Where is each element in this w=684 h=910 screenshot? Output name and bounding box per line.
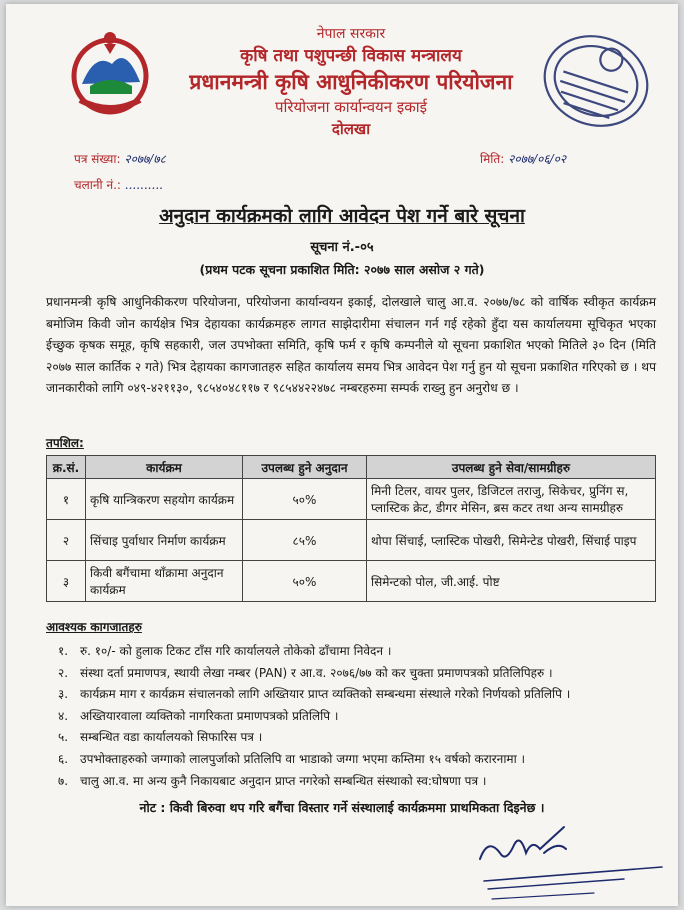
col-serial-header: क्र.सं. xyxy=(47,456,86,479)
table-row xyxy=(47,479,656,520)
row-program: कृषि यान्त्रिकरण सहयोग कार्यक्रम xyxy=(86,479,243,520)
office-location: दोलखा xyxy=(331,120,371,138)
row-subsidy: ५०% xyxy=(243,561,367,602)
list-item xyxy=(58,727,658,749)
date-label: मिति: xyxy=(480,152,505,166)
list-item xyxy=(58,663,658,685)
letter-number-label: पत्र संख्या: xyxy=(74,152,121,166)
row-serial: ३ xyxy=(47,561,86,602)
row-program: सिंचाइ पुर्वाधार निर्माण कार्यक्रम xyxy=(86,520,243,561)
nepal-emblem-logo xyxy=(60,24,160,124)
item-text: चालु आ.व. मा अन्य कुनै निकायबाट अनुदान प्राप्त नगरेको सम्बन्धित संस्थाको स्व:घोषणा पत्र । xyxy=(80,773,487,788)
item-number: ३. xyxy=(58,687,69,702)
letter-number-value: २०७७/७८ xyxy=(124,152,166,166)
col-services-header: उपलब्ध हुने सेवा/सामग्रीहरु xyxy=(367,456,656,479)
item-number: ७. xyxy=(58,773,69,788)
table-row xyxy=(47,520,656,561)
list-item xyxy=(58,706,658,728)
dispatch-number xyxy=(74,176,163,193)
item-text: कार्यक्रम माग र कार्यक्रम संचालनको लागि अख्तियार प्राप्त व्यक्तिको सम्बन्धमा संस्थाले गरेको निर्णयको प्रतिलिपि । xyxy=(80,687,571,702)
row-program: किवी बगैंचामा थाँक्रामा अनुदान कार्यक्रम xyxy=(86,561,243,602)
project-name: प्रधानमन्त्री कृषि आधुनिकीकरण परियोजना xyxy=(189,70,513,94)
row-subsidy: ८५% xyxy=(243,520,367,561)
officer-signature xyxy=(474,819,674,909)
row-serial: २ xyxy=(47,520,86,561)
first-published-date: (प्रथम पटक सूचना प्रकाशित मिति: २०७७ साल असोज २ गते) xyxy=(199,262,485,277)
notice-page xyxy=(6,4,678,906)
item-number: १. xyxy=(58,644,69,658)
table-row xyxy=(47,561,656,602)
required-documents-list xyxy=(58,641,658,792)
item-text: संस्था दर्ता प्रमाणपत्र, स्थायी लेखा नम्बर (PAN) र आ.व. २०७६/७७ को कर चुक्ता प्रमाणपत्रको प्रतिलिपिहरु । xyxy=(80,665,553,680)
row-services: सिमेन्टको पोल, जी.आई. पोष्ट xyxy=(367,561,656,602)
item-text: उपभोक्ताहरुको जग्गाको लालपुर्जाको प्रतिलिपि वा भाडाको जग्गा भएमा कम्तिमा १५ वर्षको करारनामा । xyxy=(80,751,526,766)
row-services: थोपा सिंचाई, प्लास्टिक पोखरी, सिमेन्टेड पोखरी, सिंचाई पाइप xyxy=(367,520,656,561)
ministry-name: कृषि तथा पशुपन्छी विकास मन्त्रालय xyxy=(240,46,462,66)
dispatch-number-label: चलानी नं.: xyxy=(74,178,121,192)
list-item xyxy=(58,749,658,771)
table-header-row xyxy=(47,456,656,479)
row-serial: १ xyxy=(47,479,86,520)
documents-label: आवश्यक कागजातहरु xyxy=(46,620,142,634)
list-item xyxy=(58,684,658,706)
item-text: अख्तियारवाला व्यक्तिको नागरिकता प्रमाणपत्रको प्रतिलिपि । xyxy=(80,708,339,723)
notice-body: प्रधानमन्त्री कृषि आधुनिकीकरण परियोजना, परियोजना कार्यान्वयन इकाई, दोलखाले चालु आ.व. २०७७/७८ को वार्षिक स्वीकृत कार्यक्रम बमोजिम किवी जोन कार्यक्षेत्र भित्र देहायका कार्यक्रमहरु लागत साझेदारीमा संचालन गर्न गई रहेको हुँदा यस कार्यालयमा सूचिकृत भएका ईच्छुक कृषक समूह, कृषि सहकारी, जल उपभोक्ता समिति, कृषि फर्म र कृषि कम्पनीले यो सूचना प्रकाशित भएको मितिले ३० दिन (मिति २०७७ साल कार्तिक २ गते) भित्र देहायका कागजातहरु सहित कार्यालय समय भित्र आवेदन पेश गर्नु हुन यो सूचना प्रकाशित गरिएको छ । थप जानकारीको लागि ०४९-४२११३०, ९८५४०४८११७ र ९८५४४२२४७८ नम्बरहरुमा सम्पर्क राख्नु हुन अनुरोध छ । xyxy=(46,295,656,396)
item-number: ६. xyxy=(58,751,69,766)
priority-note: नोट : किवी बिरुवा थप गरि बगैंचा विस्तार गर्ने संस्थालाई कार्यक्रममा प्राथमिकता दिइनेछ । xyxy=(139,800,545,815)
list-item xyxy=(58,641,658,663)
item-number: ४. xyxy=(58,708,69,723)
letterhead xyxy=(156,24,546,140)
programs-table xyxy=(46,455,656,602)
unit-name: परियोजना कार्यान्वयन इकाई xyxy=(275,98,427,116)
col-program-header: कार्यक्रम xyxy=(86,456,243,479)
letter-number xyxy=(74,150,166,167)
list-item xyxy=(58,771,658,793)
col-subsidy-header: उपलब्ध हुने अनुदान xyxy=(243,456,367,479)
notice-number: सूचना नं.-०५ xyxy=(310,240,374,255)
item-number: ५. xyxy=(58,730,69,745)
row-services: मिनी टिलर, वायर पुलर, डिजिटल तराजु, सिकेचर, प्रुनिंग स, प्लास्टिक क्रेट, डीगर मेसिन, ब्रस कटर तथा अन्य सामग्रीहरु xyxy=(367,479,656,520)
office-stamp xyxy=(536,26,656,136)
row-subsidy: ५०% xyxy=(243,479,367,520)
item-number: २. xyxy=(58,665,69,680)
item-text: सम्बन्धित वडा कार्यालयको सिफारिस पत्र । xyxy=(80,730,263,745)
notice-date xyxy=(480,150,566,167)
government-name: नेपाल सरकार xyxy=(316,26,386,42)
item-text: रु. १०/- को हुलाक टिकट टाँस गरि कार्यालयले तोकेको ढाँचामा निवेदन । xyxy=(80,644,392,658)
notice-title: अनुदान कार्यक्रमको लागि आवेदन पेश गर्ने बारे सूचना xyxy=(159,205,525,227)
dispatch-number-value: .......... xyxy=(124,178,163,192)
date-value: २०७७/०६/०२ xyxy=(508,152,567,166)
details-label: तपशिल: xyxy=(46,436,84,450)
